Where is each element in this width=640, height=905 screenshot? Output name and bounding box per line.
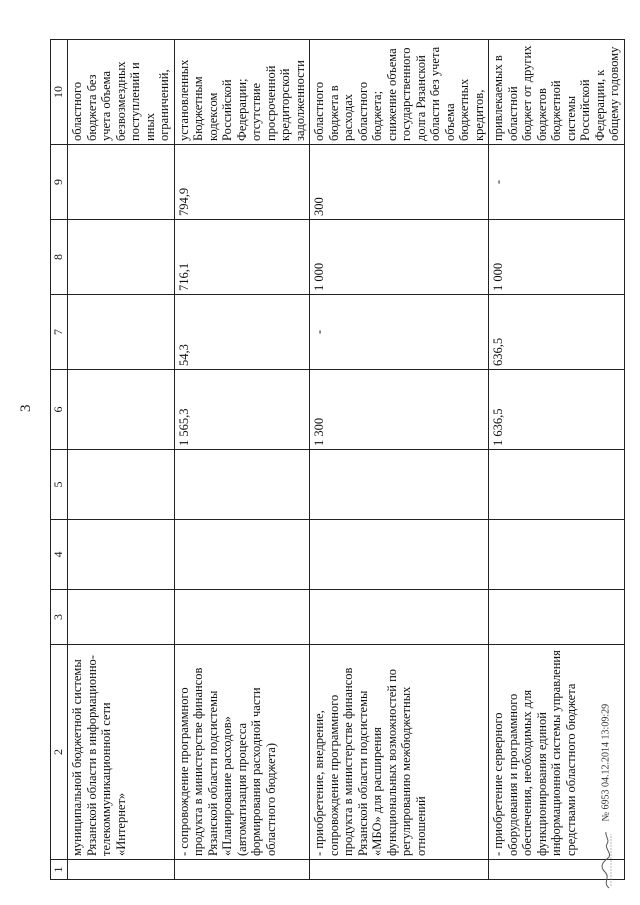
table-row xyxy=(68,40,175,880)
cell-col3 xyxy=(310,590,489,645)
cell-col1 xyxy=(174,860,310,880)
header-cell: 3 xyxy=(51,590,68,645)
cell-year-1: 636,5 xyxy=(489,295,625,370)
cell-year-1 xyxy=(68,295,175,370)
cell-year-2: 1 000 xyxy=(310,220,489,295)
table-row xyxy=(310,40,489,880)
cell-col3 xyxy=(489,590,625,645)
cell-col4 xyxy=(174,520,310,590)
cell-total: 1 300 xyxy=(310,370,489,450)
header-cell: 2 xyxy=(51,645,68,860)
table-row xyxy=(174,40,310,880)
cell-year-2: 1 000 xyxy=(489,220,625,295)
header-cell: 7 xyxy=(51,295,68,370)
cell-year-1: 54,3 xyxy=(174,295,310,370)
cell-indicators: областного бюджета в расходах областного бюджета; снижение объема государственного долга Рязанской области без учета объема бюджетных кредитов, xyxy=(310,40,489,145)
cell-col4 xyxy=(489,520,625,590)
page-number: 3 xyxy=(18,404,34,412)
cell-description: - приобретение серверного оборудования и программного обеспечения, необходимых для функционирования единой информационной системы управления средствами областного бюджета xyxy=(489,645,625,860)
cell-col5 xyxy=(310,450,489,520)
budget-table xyxy=(50,39,625,880)
cell-year-3: - xyxy=(489,145,625,220)
cell-description: - сопровождение программного продукта в министерстве финансов Рязанской области подсистемы «Планирование расходов» (автоматизация процесса формирования расходной части областного бюджета) xyxy=(174,645,310,860)
stamp-text: № 6953 04.12.2014 13:09:29 xyxy=(600,703,612,822)
cell-year-3: 300 xyxy=(310,145,489,220)
header-cell: 9 xyxy=(51,145,68,220)
cell-description: муниципальной бюджетной системы Рязанской области в информационно-телекоммуникационной сети «Интернет» xyxy=(68,645,175,860)
cell-col4 xyxy=(310,520,489,590)
header-cell: 10 xyxy=(51,40,68,145)
cell-indicators: установленных Бюджетным кодексом Российской Федерации; отсутствие просроченной кредиторской задолженности xyxy=(174,40,310,145)
cell-col5 xyxy=(174,450,310,520)
cell-year-3 xyxy=(68,145,175,220)
cell-indicators: привлекаемых в областной бюджет от других бюджетов бюджетной системы Российской Федерации, к общему годовому xyxy=(489,40,625,145)
cell-year-1: - xyxy=(310,295,489,370)
cell-year-3: 794,9 xyxy=(174,145,310,220)
cell-indicators: областного бюджета без учета объема безвозмездных поступлений и иных ограничений, xyxy=(68,40,175,145)
cell-year-2 xyxy=(68,220,175,295)
header-cell: 6 xyxy=(51,370,68,450)
cell-col5 xyxy=(489,450,625,520)
cell-col4 xyxy=(68,520,175,590)
cell-col3 xyxy=(68,590,175,645)
cell-col1 xyxy=(310,860,489,880)
cell-col3 xyxy=(174,590,310,645)
cell-col5 xyxy=(68,450,175,520)
signature-scribble-icon xyxy=(600,830,612,890)
cell-total xyxy=(68,370,175,450)
cell-year-2: 716,1 xyxy=(174,220,310,295)
header-cell: 5 xyxy=(51,450,68,520)
cell-total: 1 636,5 xyxy=(489,370,625,450)
header-cell: 1 xyxy=(51,860,68,880)
header-cell: 8 xyxy=(51,220,68,295)
header-cell: 4 xyxy=(51,520,68,590)
cell-total: 1 565,3 xyxy=(174,370,310,450)
table-header-row xyxy=(51,40,68,880)
cell-description: - приобретение, внедрение, сопровождение программного продукта в министерстве финансов Рязанской области подсистемы «МБО» для расширения функциональных возможностей по регулированию межбюджетных отношений xyxy=(310,645,489,860)
registration-stamp xyxy=(600,704,612,890)
cell-col1 xyxy=(68,860,175,880)
